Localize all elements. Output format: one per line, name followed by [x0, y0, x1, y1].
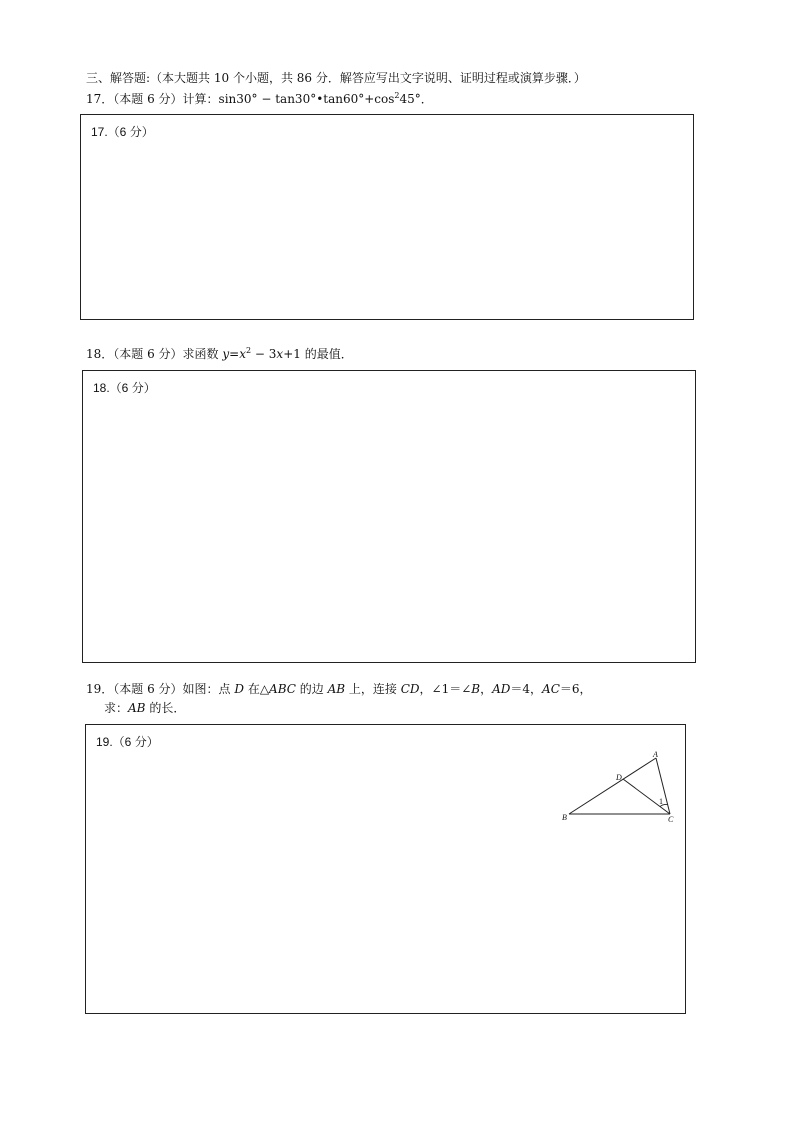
text-fragment: 的长． — [145, 701, 186, 715]
text-fragment: 求： — [104, 701, 129, 715]
text-fragment: ，∠1＝∠ — [419, 682, 472, 696]
question-tail: +1 的最值． — [283, 347, 353, 361]
side-AB — [569, 758, 656, 814]
label-D: D — [616, 773, 622, 782]
text-fragment: 在△ — [244, 682, 270, 696]
text-fragment: ＝4， — [510, 682, 543, 696]
question-19-line-1 — [86, 681, 592, 697]
answer-box-17[interactable] — [80, 114, 694, 320]
var-AB: AB — [327, 682, 346, 696]
answer-box-18[interactable] — [82, 370, 696, 663]
exponent: 2 — [394, 91, 400, 100]
text-fragment: （本题 6 分）如图：点 — [113, 682, 235, 696]
question-prefix: （本题 6 分）求函数 — [113, 347, 223, 361]
section-heading: 三、解答题:（本大题共 10 个小题，共 86 分．解答应写出文字说明、证明过程或演算步骤．） — [86, 71, 586, 85]
var-ABC: ABC — [269, 682, 296, 696]
var-AC: AC — [542, 682, 560, 696]
var-B: B — [471, 682, 481, 696]
var-D: D — [234, 682, 244, 696]
math-expression-tail: 45°． — [399, 92, 433, 106]
math-mid: − 3 — [251, 347, 277, 361]
var-y: y — [222, 347, 230, 361]
equals: = — [229, 347, 240, 361]
var-AD: AD — [492, 682, 511, 696]
text-fragment: ， — [480, 682, 493, 696]
label-C: C — [668, 815, 674, 824]
label-A: A — [653, 750, 658, 759]
question-18-text — [86, 346, 353, 362]
math-expression: sin30° − tan30°•tan60°+cos — [218, 92, 395, 106]
text-fragment: 上，连接 — [345, 682, 401, 696]
var-x: x — [239, 347, 246, 361]
label-angle-1: 1 — [659, 797, 663, 806]
answer-box-label: 19.（6 分） — [96, 735, 159, 749]
question-17-text — [86, 91, 433, 107]
label-B: B — [562, 813, 567, 822]
text-fragment: ＝6， — [559, 682, 592, 696]
question-number: 18． — [86, 347, 114, 361]
var-x: x — [276, 347, 284, 361]
question-number: 17． — [86, 92, 114, 106]
question-19-line-2 — [104, 700, 185, 716]
exponent: 2 — [246, 346, 252, 355]
var-AB: AB — [128, 701, 146, 715]
var-CD: CD — [400, 682, 420, 696]
answer-box-label: 17.（6 分） — [91, 125, 154, 139]
answer-box-label: 18.（6 分） — [93, 381, 156, 395]
question-number: 19． — [86, 682, 114, 696]
question-prefix: （本题 6 分）计算： — [113, 92, 219, 106]
text-fragment: 的边 — [295, 682, 328, 696]
triangle-figure — [560, 748, 680, 828]
